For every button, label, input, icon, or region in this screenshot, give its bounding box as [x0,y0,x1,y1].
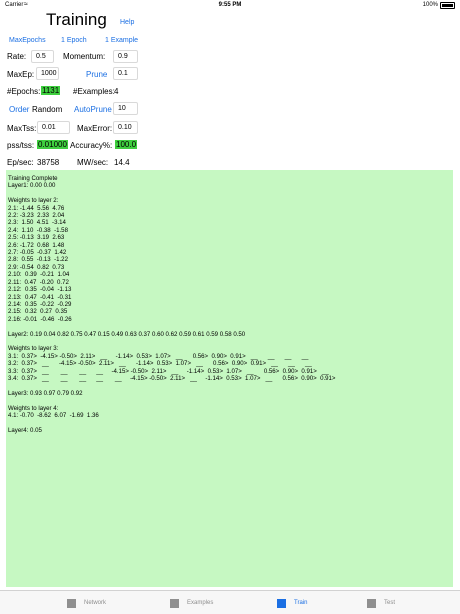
order-button[interactable]: Order [9,105,30,114]
test-tab-icon [367,599,376,608]
maxerror-field[interactable]: 0.10 [113,121,138,134]
maxtss-field[interactable]: 0.01 [37,121,70,134]
prune-field[interactable]: 0.1 [113,67,138,80]
maxep-field[interactable]: 1000 [36,67,59,80]
carrier-label: Carrier [5,2,24,8]
rate-label: Rate: [7,52,27,61]
maxtss-label: MaxTss: [7,124,37,133]
one-example-button[interactable]: 1 Example [105,37,139,44]
train-tab-icon [277,599,286,608]
autoprune-field[interactable]: 10 [113,102,138,115]
status-bar [0,0,460,10]
tab-examples-label: Examples [187,600,214,606]
battery-icon [440,2,455,9]
accuracy-label: Accuracy%: [70,141,113,150]
help-button[interactable]: Help [120,19,135,26]
tab-train-label: Train [294,600,308,606]
mwsec-value: 14.4 [114,158,130,167]
tab-test[interactable] [367,596,395,610]
tab-network-label: Network [84,600,107,606]
status-time: 9:55 PM [218,2,242,8]
autoprune-button[interactable]: AutoPrune [74,105,112,114]
max-epochs-button[interactable]: MaxEpochs [9,37,46,44]
accuracy-value: 100.0 [116,140,137,149]
training-log-panel[interactable] [6,170,453,587]
tab-examples[interactable] [170,596,213,610]
epsec-value: 38758 [37,158,60,167]
tab-test-label: Test [384,600,396,606]
prune-button[interactable]: Prune [86,70,108,79]
rate-field[interactable]: 0.5 [31,50,54,63]
maxep-label: MaxEp: [7,70,35,79]
epochs-label: #Epochs: [7,87,41,96]
tab-network[interactable] [67,596,106,610]
epochs-value: 1131 [42,86,60,95]
examples-value: 4 [114,87,119,96]
battery-percent: 100% [422,2,438,8]
tab-train[interactable] [277,596,307,610]
tab-bar [0,590,460,614]
maxerror-label: MaxError: [77,124,113,133]
mwsec-label: MW/sec: [77,158,109,167]
psstss-label: pss/tss: [7,141,35,150]
wifi-icon: ≈ [24,1,28,8]
momentum-field[interactable]: 0.9 [113,50,138,63]
one-epoch-button[interactable]: 1 Epoch [61,37,87,44]
page-title: Training [46,10,107,29]
momentum-label: Momentum: [63,52,106,61]
training-log-text: Training Complete Layer1: 0.00 0.00 Weights to layer 2: 2.1: -1.44 5.56 4.76 2.2: -3.23 2.33 2.04 2.3: 1.50 4.51 -3.14 2.4: 1.10 -0.38 -1.58 2.5: -0.13 3.19 2.63 2.6: -1.72 0.68 1.48 2.7: -0.05 -0.37 1.42 2.8: 0.55 -0.13 -1.22 2.9: -0.54 0.82 0.73 2.10: 0.39 -0.21 1.04 2.11: 0.47 -0.20 0.72 2.12: 0.35 -0.04 -1.13 2.13: 0.47 -0.41 -0.31 2.14: 0.35 -0.22 -0.29 2.15: 0.32 0.27 0.35 2.16: -0.01 -0.46 -0.26 Layer2: 0.19 0.04 0.82 0.75 0.47 0.15 0.49 0.63 0.37 0.60 0.62 0.59 0.61 0.59 0.58 0.50 Weights to layer 3: 3.1: 0.37> -4.15> -0.50> 2.11> __ -1.14> 0.53> 1.07> __ 0.56> 0.90> 0.91> __ __ __ __ 3.2: 0.37> __ -4.15> -0.50> 2.11> __ -1.14> 0.53> 1.07> __ 0.56> 0.90> 0.91> __ __ __ 3.3: 0.37> __ __ __ __ -4.15> -0.50> 2.11> __ -1.14> 0.53> 1.07> __ 0.56> 0.90> 0.91> __ 3.4: 0.37> __ __ __ __ __ -4.15> -0.50> 2.11> __ -1.14> 0.53> 1.07> __ 0.56> 0.90> 0.91> Layer3: 0.93 0.97 0.79 0.92 Weights to layer 4: 4.1: -0.70 -8.62 6.07 -1.69 1.36 Layer4: 0.05 [8,175,336,434]
epsec-label: Ep/sec: [7,158,34,167]
network-tab-icon [67,599,76,608]
order-value: Random [32,105,63,114]
examples-tab-icon [170,599,179,608]
examples-label: #Examples: [73,87,115,96]
psstss-value: 0.01000 [38,140,67,149]
